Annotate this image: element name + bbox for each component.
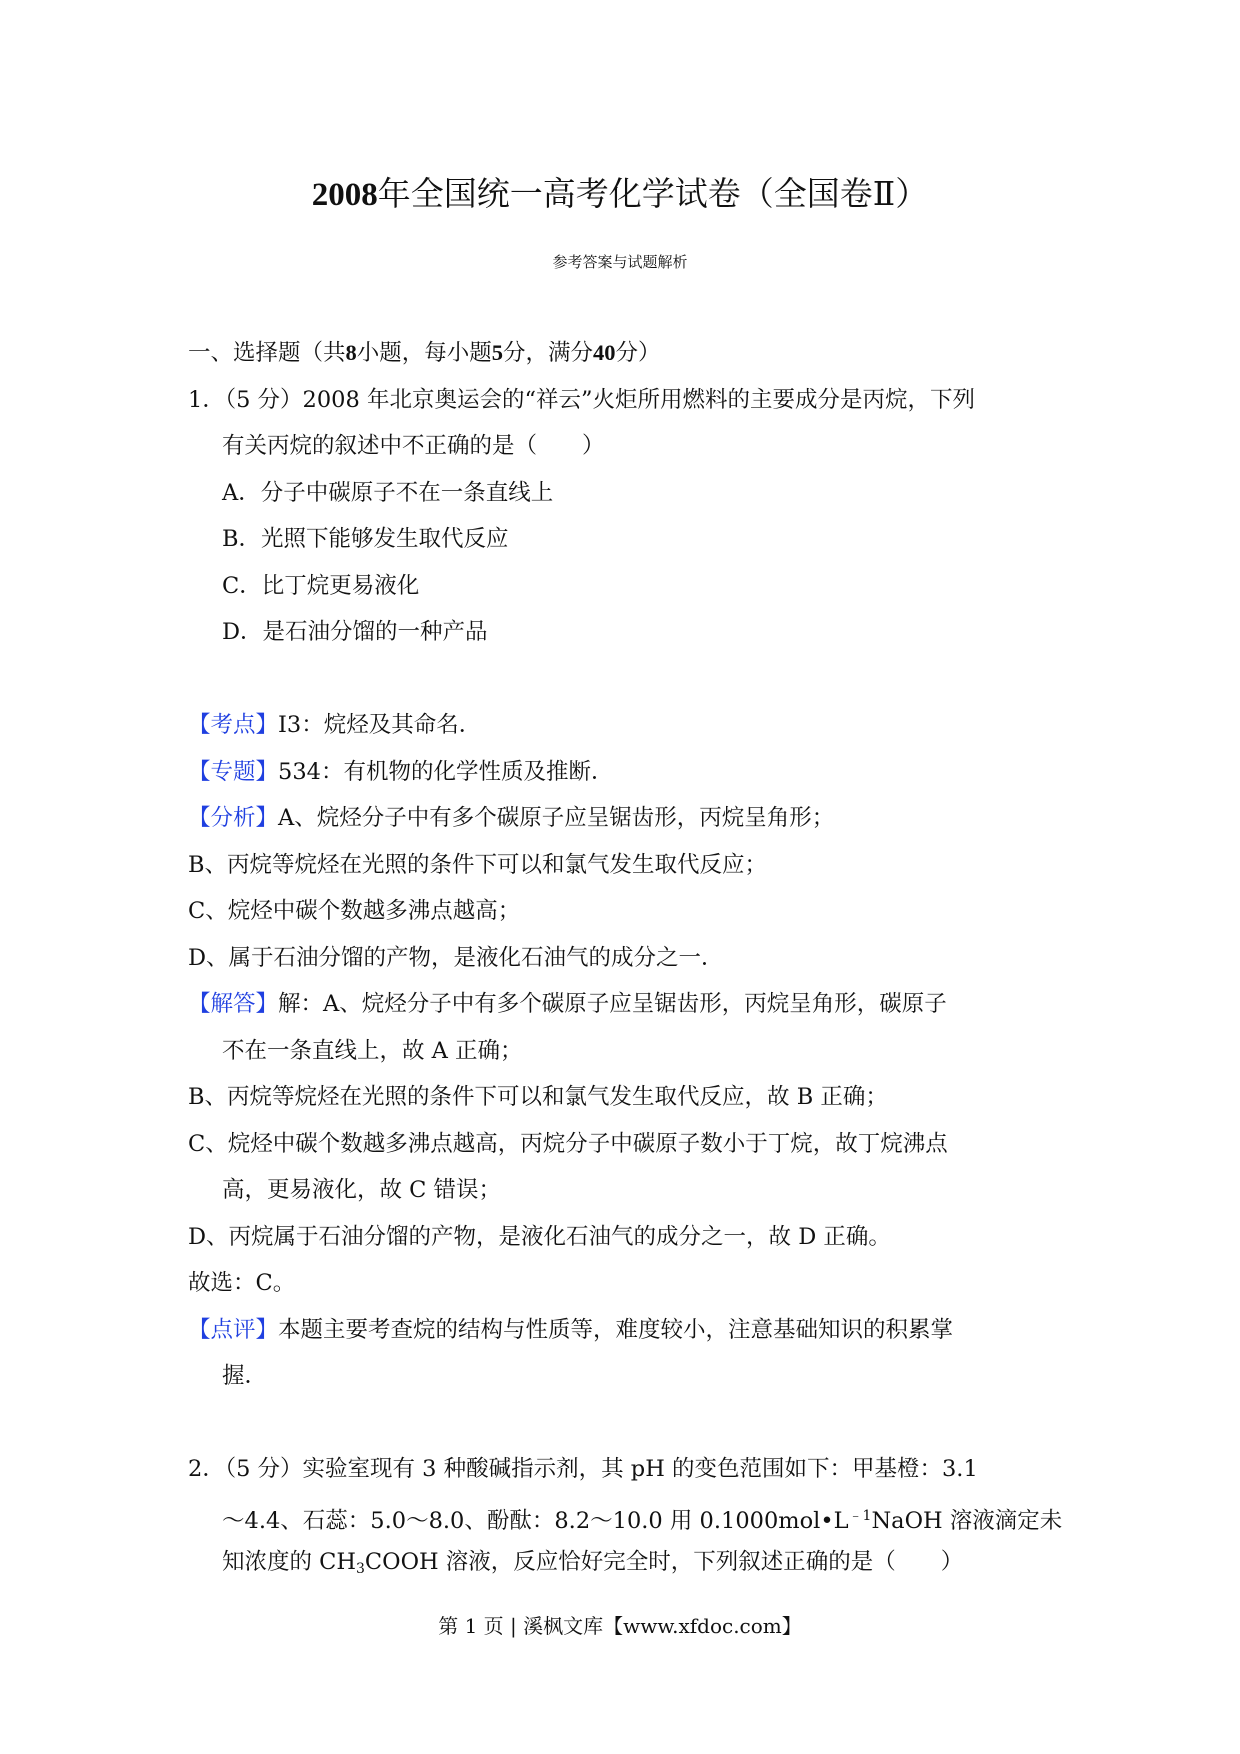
title-text: 年全国统一高考化学试卷（全国卷Ⅱ）	[377, 174, 929, 213]
zhuanti-tag: 【专题】	[188, 758, 279, 785]
question-2-stem-cont2	[188, 1539, 1058, 1586]
q2-text: COOH 溶液，反应恰好完全时，下列叙述正确的是（ ）	[364, 1549, 964, 1575]
dianping-cont: 握．	[222, 1363, 268, 1389]
fenxi-tag: 【分析】	[188, 805, 279, 831]
section-text: 分）	[615, 340, 661, 366]
option-a: A．分子中碳原子不在一条直线上	[222, 479, 554, 506]
exam-content	[188, 330, 1063, 1586]
answer-line: 故选：C。	[188, 1270, 296, 1296]
section-heading	[188, 330, 1058, 377]
jieda-b: B、丙烷等烷烃在光照的条件下可以和氯气发生取代反应，故 B 正确；	[188, 1084, 888, 1110]
fenxi-d: D、属于石油分馏的产物，是液化石油气的成分之一．	[188, 944, 724, 971]
fenxi-text: A、烷烃分子中有多个碳原子应呈锯齿形，丙烷呈角形；	[278, 805, 835, 831]
question-2-stem-cont	[188, 1493, 1063, 1540]
jieda-cont: 不在一条直线上，故 A 正确；	[222, 1037, 523, 1064]
fenxi-b: B、丙烷等烷烃在光照的条件下可以和氯气发生取代反应；	[188, 851, 768, 878]
option-c: C．比丁烷更易液化	[222, 572, 420, 599]
section-text: 分，满分	[503, 340, 594, 366]
page-footer: 第 1 页 | 溪枫文库【www.xfdoc.com】	[438, 1614, 802, 1638]
dianping-tag: 【点评】	[188, 1316, 279, 1343]
q2-superscript: ﹣1	[848, 1507, 872, 1524]
kaodian-line	[188, 702, 1058, 749]
jieda-tag: 【解答】	[188, 991, 279, 1017]
question-1-stem-cont: 有关丙烷的叙述中不正确的是（ ）	[222, 433, 605, 459]
jieda-text: 解：A、烷烃分子中有多个碳原子应呈锯齿形，丙烷呈角形，碳原子	[278, 991, 947, 1017]
zhuanti-line	[188, 749, 1058, 796]
q2-subscript: 3	[356, 1561, 365, 1577]
question-1-stem: 1．（5 分）2008 年北京奥运会的“祥云”火炬所用燃料的主要成分是丙烷，下列	[188, 386, 975, 413]
jieda-line	[188, 981, 1058, 1028]
dianping-text: 本题主要考查烷的结构与性质等，难度较小，注意基础知识的积累掌	[278, 1316, 954, 1343]
fenxi-line	[188, 795, 1058, 842]
dianping-line	[188, 1307, 1058, 1354]
section-text: 一、选择题（共	[188, 340, 346, 366]
zhuanti-text: 534：有机物的化学性质及推断．	[278, 758, 614, 785]
fenxi-c: C、烷烃中碳个数越多沸点越高；	[188, 898, 521, 924]
option-b: B．光照下能够发生取代反应	[222, 526, 509, 552]
kaodian-text: I3：烷烃及其命名．	[278, 712, 482, 738]
section-points: 5	[491, 340, 504, 365]
jieda-c: C、烷烃中碳个数越多沸点越高，丙烷分子中碳原子数小于丁烷，故丁烷沸点	[188, 1130, 948, 1157]
option-d: D．是石油分馏的一种产品	[222, 619, 488, 645]
kaodian-tag: 【考点】	[188, 712, 279, 738]
question-2-stem: 2．（5 分）实验室现有 3 种酸碱指示剂，其 pH 的变色范围如下：甲基橙：3.1	[188, 1456, 978, 1482]
section-text: 小题，每小题	[356, 340, 492, 366]
page-title	[0, 172, 1240, 217]
section-count: 8	[345, 340, 357, 365]
spacer	[188, 656, 1058, 703]
jieda-d: D、丙烷属于石油分馏的产物，是液化石油气的成分之一，故 D 正确。	[188, 1223, 891, 1250]
page-subtitle: 参考答案与试题解析	[552, 253, 688, 271]
section-total: 40	[593, 340, 616, 365]
spacer	[188, 1400, 1058, 1447]
q2-text: NaOH 溶液滴定未	[871, 1507, 1063, 1534]
title-year: 2008	[311, 177, 378, 213]
q2-text: ～4.4、石蕊：5.0～8.0、酚酞：8.2～10.0 用 0.1000mol•L	[222, 1507, 849, 1534]
jieda-c-cont: 高，更易液化，故 C 错误；	[222, 1177, 502, 1203]
q2-text: 知浓度的 CH	[222, 1549, 356, 1575]
